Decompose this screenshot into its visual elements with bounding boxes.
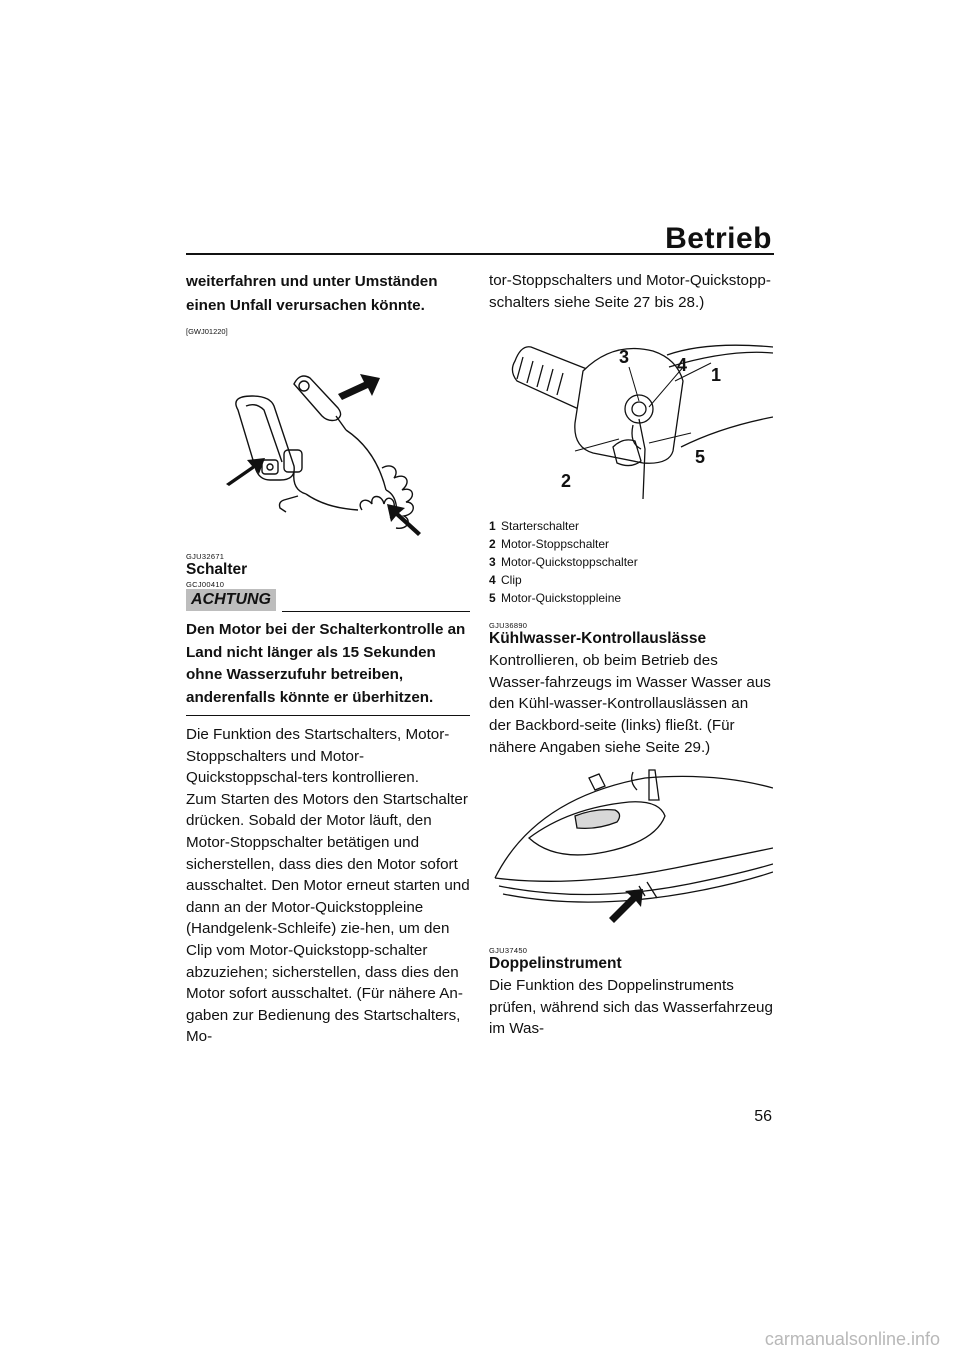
warning-tail-text: weiterfahren und unter Umständen einen Unfall verursachen könnte. — [186, 273, 438, 314]
callout-5: 5 — [695, 447, 706, 468]
section-title-schalter: Schalter — [186, 561, 248, 578]
section-title-instrument: Doppelinstrument — [489, 955, 622, 973]
paragraph-check: Die Funktion des Startschalters, Motor-Stoppschalters und Motor-Quickstoppschal-ters kontrollieren. — [186, 726, 450, 787]
legend-item: 5 Motor-Quickstoppleine — [489, 591, 622, 606]
section-code: GJU36890 — [489, 621, 528, 631]
legend-item: 2 Motor-Stoppschalter — [489, 537, 610, 552]
legend-item: 4 Clip — [489, 573, 522, 588]
page-number: 56 — [754, 1108, 772, 1125]
section-code: GJU37450 — [489, 946, 528, 956]
caution-rule — [282, 611, 470, 612]
callout-3: 3 — [619, 347, 630, 368]
figure-legend — [489, 517, 773, 607]
callout-1: 1 — [711, 365, 722, 386]
left-column — [186, 270, 470, 1048]
watermark: carmanualsonline.info — [764, 1329, 940, 1349]
section-code: GJU32671 — [186, 552, 225, 561]
right-column — [489, 270, 773, 1040]
figure-watercraft — [489, 768, 773, 938]
paragraph-start: Zum Starten des Motors den Startschalter drücken. Sobald der Motor läuft, den Motor-Stoppschalter betätigen und sicherstellen, dass dies den Motor sofort ausschaltet. Den Motor erneut starten und dann an der Motor-Quickstoppleine (Handgelenk-Schleife) zie-hen, um den Clip vom Motor-Quickstopp-schalter abzuziehen; sicherstellen, dass dies den Motor sofort ausschaltet. (Für nähere An-gaben zur Bedienung des Startschalters, Mo- — [186, 790, 470, 1046]
paragraph-cooling: Kontrollieren, ob beim Betrieb des Wasser-fahrzeugs im Wasser Wasser aus den Kühl-wasser-Kontrollauslässen an der Backbord-seite (links) fließt. (Für nähere Angaben siehe Seite 29.) — [489, 652, 771, 756]
page-title: Betrieb — [665, 222, 772, 255]
lanyard-illustration — [186, 352, 470, 544]
caution-label: ACHTUNG — [186, 589, 276, 611]
legend-item: 1 Starterschalter — [489, 519, 580, 534]
caution-header — [186, 589, 470, 613]
legend-item: 3 Motor-Quickstoppschalter — [489, 555, 638, 570]
title-rule — [186, 253, 774, 255]
caution-end-rule — [186, 715, 470, 716]
callout-2: 2 — [561, 471, 572, 492]
section-title-cooling: Kühlwasser-Kontrollauslässe — [489, 630, 707, 648]
warning-ref-code: [GWJ01220] — [186, 327, 228, 336]
caution-text: Den Motor bei der Schalterkontrolle an Land nicht länger als 15 Sekunden ohne Wasserzufuhr betreiben, anderenfalls könnte er überhitzen. — [186, 621, 466, 706]
warning-tail — [186, 270, 470, 344]
watercraft-illustration — [489, 768, 773, 938]
figure-handlebar-switches — [489, 327, 773, 499]
callout-4: 4 — [677, 355, 688, 376]
paragraph-instrument: Die Funktion des Doppelinstruments prüfen, während sich das Wasserfahrzeug im Was- — [489, 977, 773, 1038]
handlebar-illustration — [489, 327, 773, 499]
figure-lanyard — [186, 352, 470, 544]
paragraph-continued: tor-Stoppschalters und Motor-Quickstopp-schalters siehe Seite 27 bis 28.) — [489, 272, 771, 311]
caution-code: GCJ00410 — [186, 580, 225, 589]
